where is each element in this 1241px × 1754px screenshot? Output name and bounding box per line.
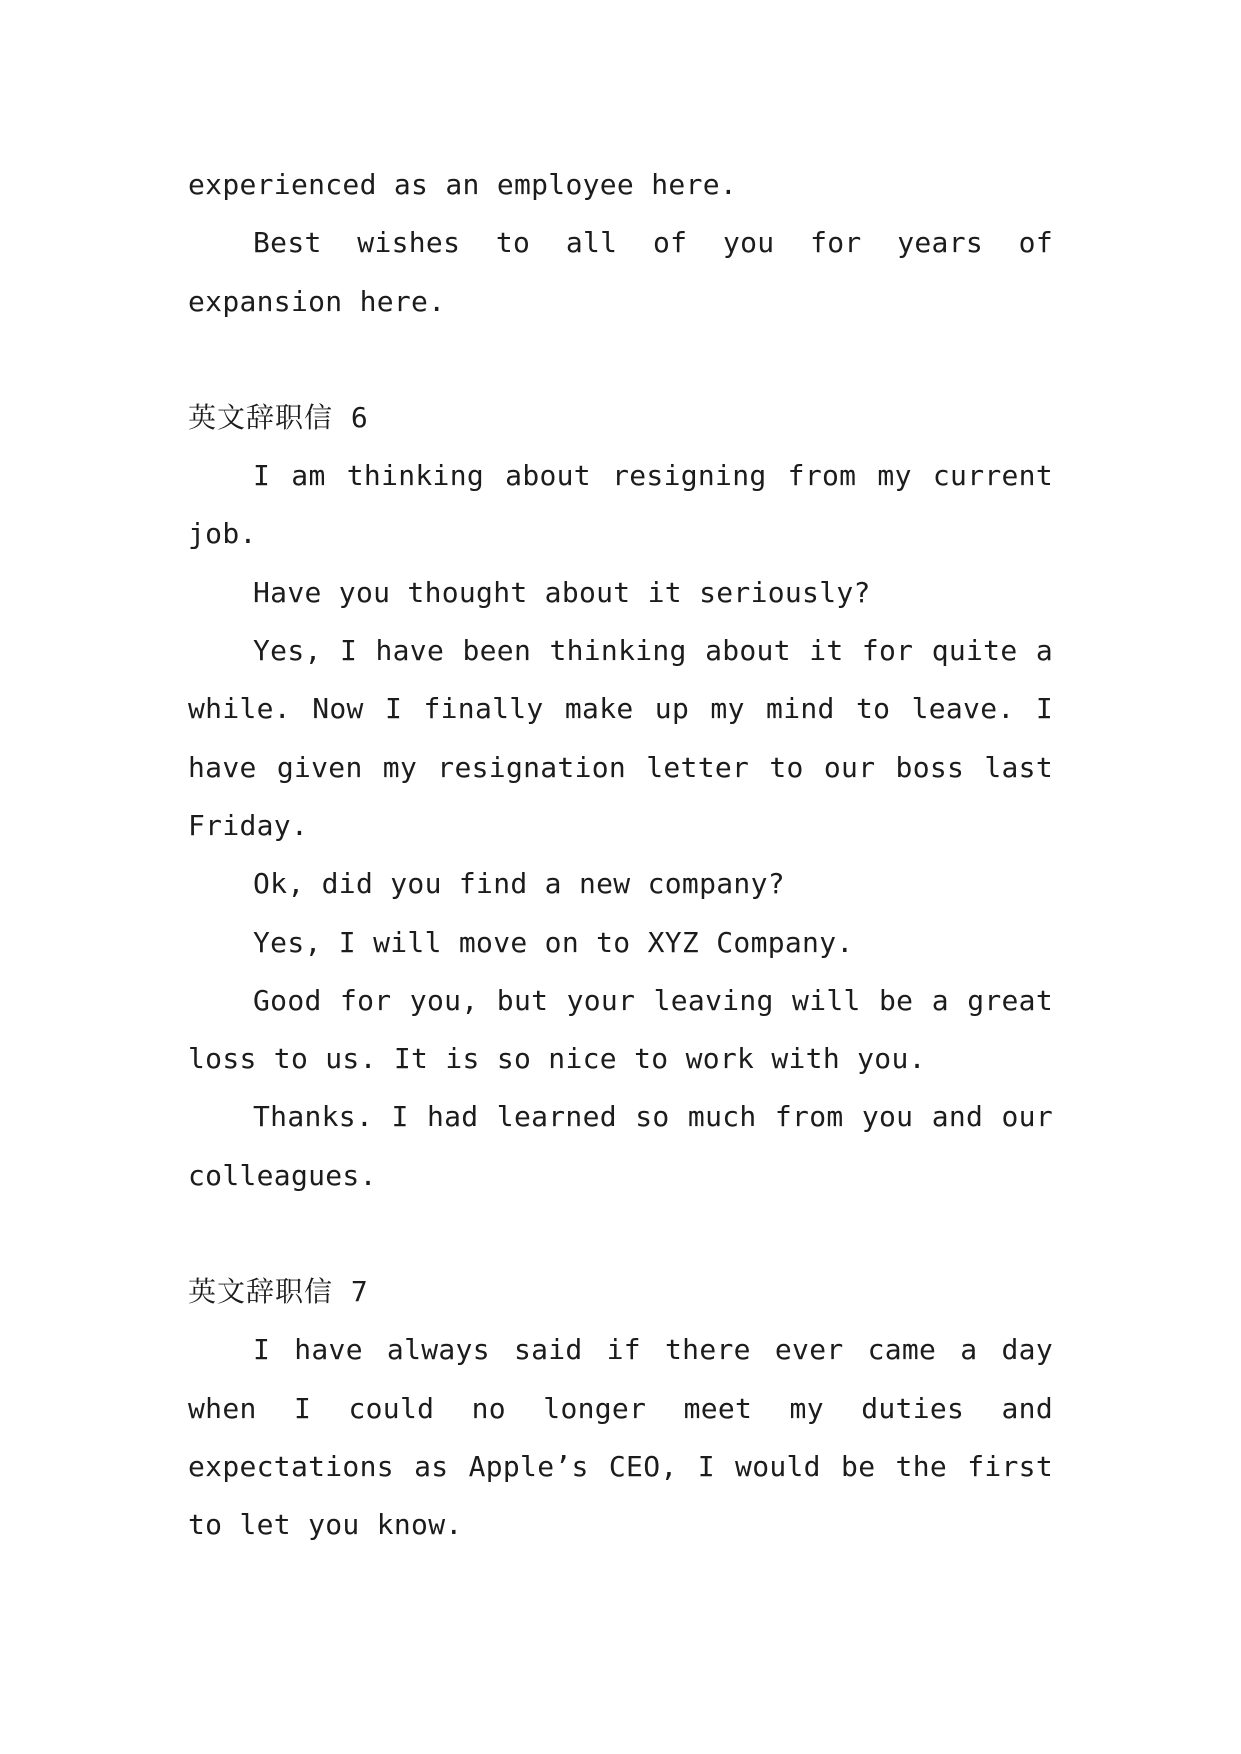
paragraph-finally-leave: Yes, I have been thinking about it for quite a while. Now I finally make up my mind to leave. I have given my resignation letter to our boss last Friday. [188, 634, 1053, 842]
paragraph-apple-ceo: I have always said if there ever came a day when I could no longer meet my duties and expectations as Apple’s CEO, I would be the first to let you know. [188, 1333, 1053, 1542]
paragraph-great-loss: Good for you, but your leaving will be a great loss to us. It is so nice to work with you. [188, 983, 1053, 1076]
section-spacer [188, 1205, 1053, 1263]
paragraph-thanks: Thanks. I had learned so much from you and our colleagues. [188, 1100, 1053, 1192]
section-heading-7: 英文辞职信 7 [188, 1275, 369, 1309]
paragraph-xyz-company: Yes, I will move on to XYZ Company. [253, 925, 854, 959]
paragraph-best-wishes: Best wishes to all of you for years of expansion here. [188, 226, 1053, 318]
document-body [188, 156, 1053, 1555]
paragraph-thought-seriously: Have you thought about it seriously? [253, 575, 871, 609]
section-heading-6: 英文辞职信 6 [188, 400, 369, 434]
paragraph-resigning: I am thinking about resigning from my current job. [188, 459, 1053, 551]
section-spacer [188, 331, 1053, 389]
paragraph-continuation: experienced as an employee here. [188, 168, 738, 201]
paragraph-new-company: Ok, did you find a new company? [253, 867, 785, 901]
